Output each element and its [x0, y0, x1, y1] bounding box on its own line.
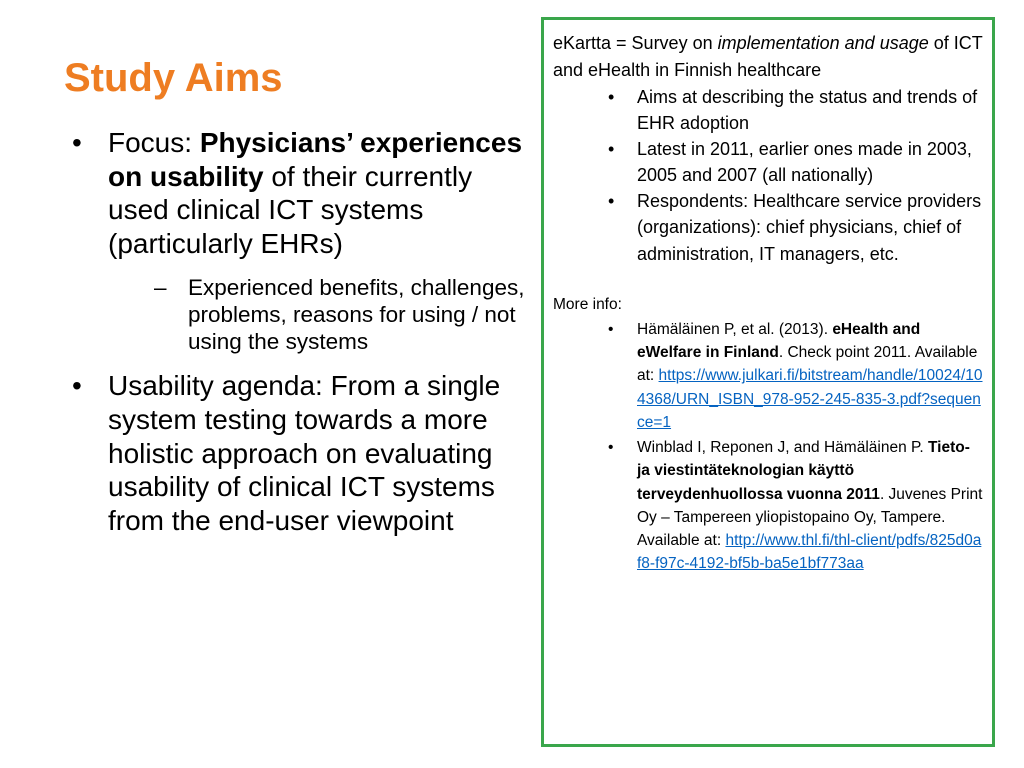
- ref1-suffix: . Check point 2011. Available at:: [637, 344, 978, 385]
- reference-item: [553, 436, 984, 576]
- bullet-icon: •: [608, 139, 615, 160]
- slide-title: Study Aims: [64, 56, 283, 100]
- left-content: [72, 126, 527, 551]
- focus-bullet: [72, 126, 527, 355]
- sub-bullet-text: Experienced benefits, challenges, problems, reasons for using / not using the systems: [188, 275, 525, 355]
- focus-rest: of their currently used clinical ICT systems (particularly EHRs): [108, 160, 473, 259]
- bullet-icon: •: [608, 87, 615, 107]
- more-info-label: More info:: [553, 295, 622, 313]
- bullet-icon: •: [608, 320, 614, 338]
- bullet-icon: •: [608, 439, 614, 457]
- intro-prefix: eKartta = Survey on: [553, 33, 718, 53]
- bullet-icon: •: [72, 370, 82, 402]
- info-bullet: [553, 136, 984, 188]
- focus-bold: Physicians’ experiences on usability: [108, 127, 523, 192]
- ref1-prefix: Hämäläinen P, et al. (2013).: [637, 320, 833, 338]
- ref2-link[interactable]: http://www.thl.fi/thl-client/pdfs/825d0af8-f97c-4192-bf5b-ba5e1bf773aa: [637, 532, 982, 573]
- info-bullet-text: Respondents: Healthcare service providers (organizations): chief physicians, chief of administration, IT managers, etc.: [637, 191, 982, 264]
- info-bullet: [553, 188, 984, 266]
- focus-prefix: Focus:: [108, 127, 200, 158]
- intro-suffix: of ICT and eHealth in Finnish healthcare: [553, 33, 983, 80]
- reference-item: [553, 318, 984, 434]
- ref2-bold: Tieto- ja viestintäteknologian käyttö terveydenhuollossa vuonna 2011: [637, 439, 970, 503]
- ekartta-info-box: [541, 17, 995, 747]
- ekartta-intro: [553, 30, 984, 84]
- ref2-prefix: Winblad I, Reponen J, and Hämäläinen P.: [637, 439, 928, 457]
- focus-sub-bullet: [144, 274, 527, 355]
- ref1-link[interactable]: https://www.julkari.fi/bitstream/handle/10024/104368/URN_ISBN_978-952-245-835-3.pdf?sequence=1: [637, 367, 983, 431]
- agenda-bullet: [72, 369, 527, 537]
- intro-italic: implementation and usage: [717, 33, 929, 53]
- info-bullet: [553, 84, 984, 136]
- bullet-icon: •: [608, 191, 615, 212]
- dash-icon: –: [154, 275, 167, 301]
- spacer: [553, 267, 984, 293]
- info-bullet-text: Latest in 2011, earlier ones made in 2003, 2005 and 2007 (all nationally): [637, 139, 972, 186]
- bullet-icon: •: [72, 127, 82, 158]
- ref2-suffix: . Juvenes Print Oy – Tampereen yliopistopaino Oy, Tampere. Available at:: [637, 485, 983, 550]
- ref1-bold: eHealth and eWelfare in Finland: [637, 320, 921, 362]
- info-bullet-text: Aims at describing the status and trends of EHR adoption: [637, 87, 978, 134]
- agenda-text: Usability agenda: From a single system testing towards a more holistic approach on evaluating usability of clinical ICT systems from the end-user viewpoint: [108, 370, 501, 536]
